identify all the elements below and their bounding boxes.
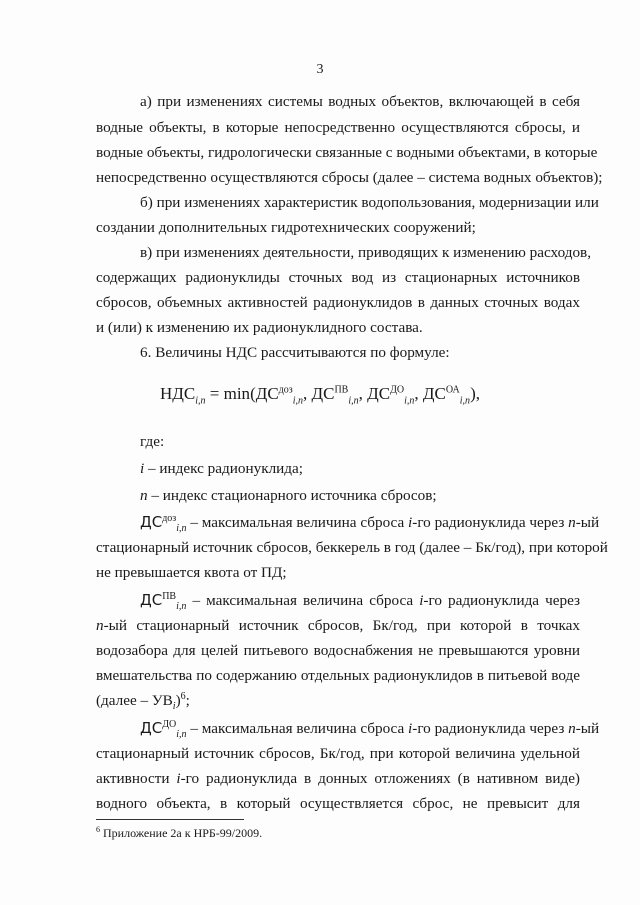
def-i: i – индекс радионуклида;	[140, 460, 303, 477]
def-pv-line-2: n-ый стационарный источник сбросов, Бк/год, при которой в точках	[96, 617, 580, 634]
para-a-line-2: водные объекты, в которые непосредственно осуществляются сбросы, и	[96, 119, 580, 136]
para-a-line-1: а) при изменениях системы водных объектов, включающей в себя	[140, 93, 580, 110]
def-do-line-1: $ДС^{ДО}_{i,n}$ – максимальная величина сброса i-го радионуклида через n-ый	[140, 718, 600, 741]
def-do-line-2: стационарный источник сбросов, Бк/год, при которой величина удельной	[96, 745, 580, 762]
para-a-line-3: водные объекты, гидрологически связанные с водными объектами, в которые	[96, 144, 598, 161]
para-b-line-2: создании дополнительных гидротехнических сооружений;	[96, 219, 476, 236]
footnote: $^6$ Приложение 2а к НРБ-99/2009.	[96, 825, 263, 840]
def-pv-line-3: водозабора для целей питьевого водоснабжения не превышаются уровни	[96, 642, 580, 659]
para-c-line-1: в) при изменениях деятельности, приводящих к изменению расходов,	[140, 244, 592, 261]
def-doz-line-3: не превышается квота от ПД;	[96, 564, 287, 581]
para-c-line-4: и (или) к изменению их радионуклидного состава.	[96, 319, 423, 336]
para-c-line-2: содержащих радионуклиды сточных вод из стационарных источников	[96, 269, 580, 286]
def-do-line-3: активности i-го радионуклида в донных отложениях (в нативном виде)	[96, 770, 580, 787]
def-pv-line-1: $ДС^{ПВ}_{i,n}$ – максимальная величина сброса i-го радионуклида через	[140, 590, 580, 613]
footnote-divider	[96, 819, 244, 820]
def-doz-line-2: стационарный источник сбросов, беккерель в год (далее – Бк/год), при которой	[96, 539, 608, 556]
def-n: n – индекс стационарного источника сбросов;	[140, 487, 437, 504]
def-doz-line-1: $ДС^{доз}_{i,n}$ – максимальная величина сброса i-го радионуклида через n-ый	[140, 512, 600, 535]
where-label: где:	[140, 433, 165, 450]
para-b-line-1: б) при изменениях характеристик водопользования, модернизации или	[140, 194, 599, 211]
para-6: 6. Величины НДС рассчитываются по формуле:	[140, 344, 450, 361]
para-a-line-4: непосредственно осуществляются сбросы (далее – система водных объектов);	[96, 169, 603, 186]
formula: $НДС_{i,n} = \min(ДС^{доз}_{i,n}$, $ДС^{ПВ}_{i,n}$, $ДС^{ДО}_{i,n}$, $ДС^{ОА}_{i,n}$),	[160, 384, 480, 407]
def-pv-line-5: (далее – $УВ_i)^6$;	[96, 690, 190, 713]
para-c-line-3: сбросов, объемных активностей радионуклидов в данных сточных водах	[96, 294, 580, 311]
def-pv-line-4: вмешательства по содержанию отдельных радионуклидов в питьевой воде	[96, 667, 580, 684]
def-do-line-4: водного объекта, в который осуществляется сброс, не превысит для	[96, 795, 580, 812]
page-number: 3	[316, 62, 324, 77]
